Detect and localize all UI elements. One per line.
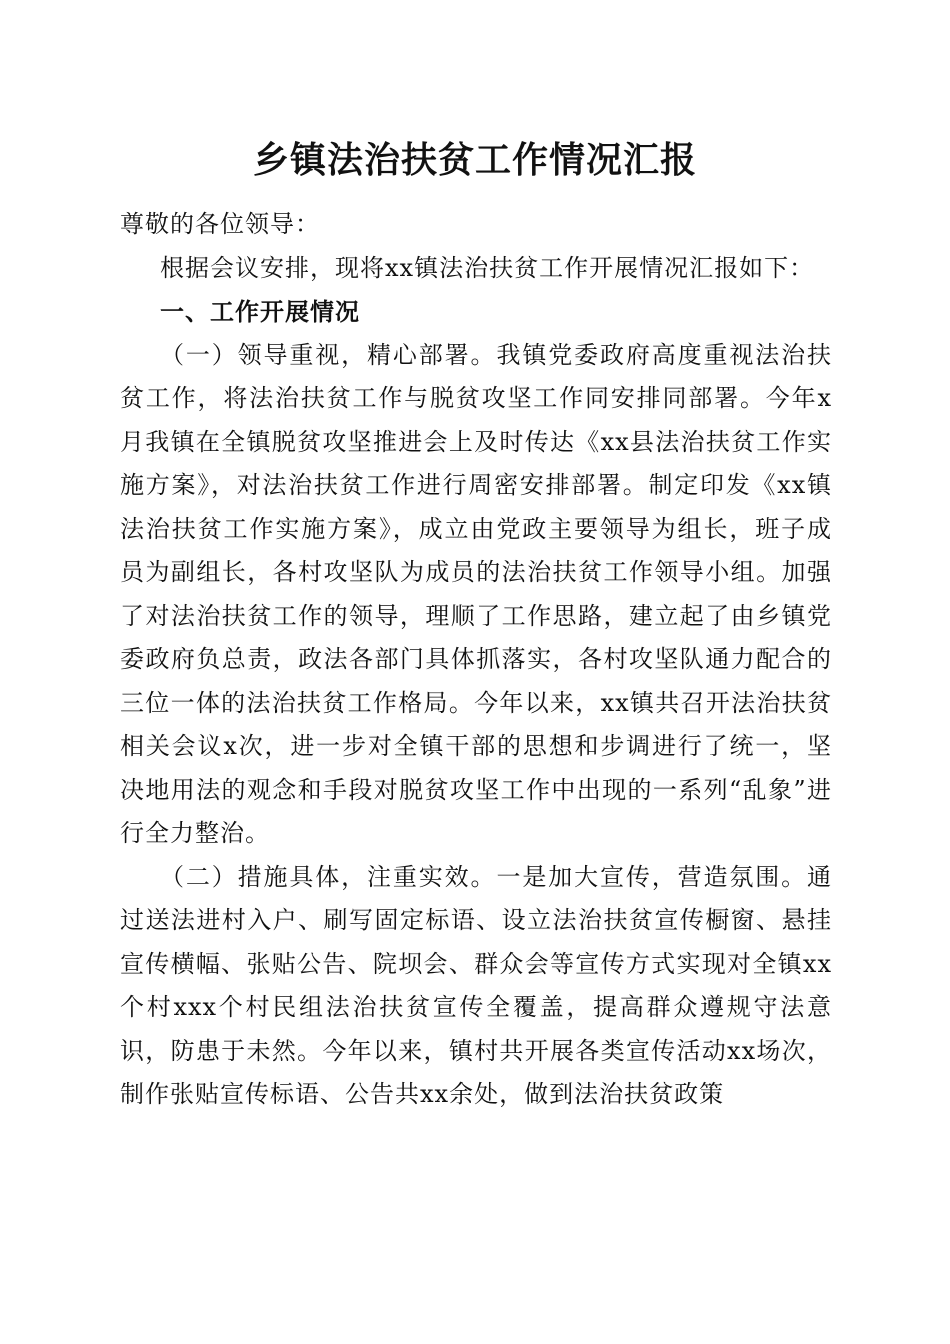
paragraph-1-body: 我镇党委政府高度重视法治扶贫工作，将法治扶贫工作与脱贫攻坚工作同安排同部署。今年x月我镇在全镇脱贫攻坚推进会上及时传达《xx县法治扶贫工作实施方案》，对法治扶贫工作进行周密安排部署。制定印发《xx镇法治扶贫工作实施方案》，成立由党政主要领导为组长，班子成员为副组长，各村攻坚队为成员的法治扶贫工作领导小组。加强了对法治扶贫工作的领导，理顺了工作思路，建立起了由乡镇党委政府负总责，政法各部门具体抓落实，各村攻坚队通力配合的三位一体的法治扶贫工作格局。今年以来，xx镇共召开法治扶贫相关会议x次，进一步对全镇干部的思想和步调进行了统一，坚决地用法的观念和手段对脱贫攻坚工作中出现的一系列“乱象”进行全力整治。	[120, 340, 833, 847]
section-heading: 一、工作开展情况	[160, 297, 360, 326]
paragraph-1-lead: （一）领导重视，精心部署。	[160, 340, 497, 369]
paragraph-2	[120, 856, 832, 1117]
paragraph-2-body: 一是加大宣传，营造氛围。通过送法进村入户、刷写固定标语、设立法治扶贫宣传橱窗、悬挂宣传横幅、张贴公告、院坝会、群众会等宣传方式实现对全镇xx个村xxx个村民组法治扶贫宣传全覆盖，提高群众遵规守法意识，防患于未然。今年以来，镇村共开展各类宣传活动xx场次，制作张贴宣传标语、公告共xx余处，做到法治扶贫政策	[120, 862, 833, 1108]
intro-paragraph: 根据会议安排，现将xx镇法治扶贫工作开展情况汇报如下：	[160, 253, 815, 282]
document-body	[120, 203, 832, 1117]
paragraph-2-lead: （二）措施具体，注重实效。	[160, 862, 497, 891]
salutation: 尊敬的各位领导：	[120, 210, 320, 238]
paragraph-1	[120, 334, 832, 856]
document-title: 乡镇法治扶贫工作情况汇报	[252, 139, 697, 181]
